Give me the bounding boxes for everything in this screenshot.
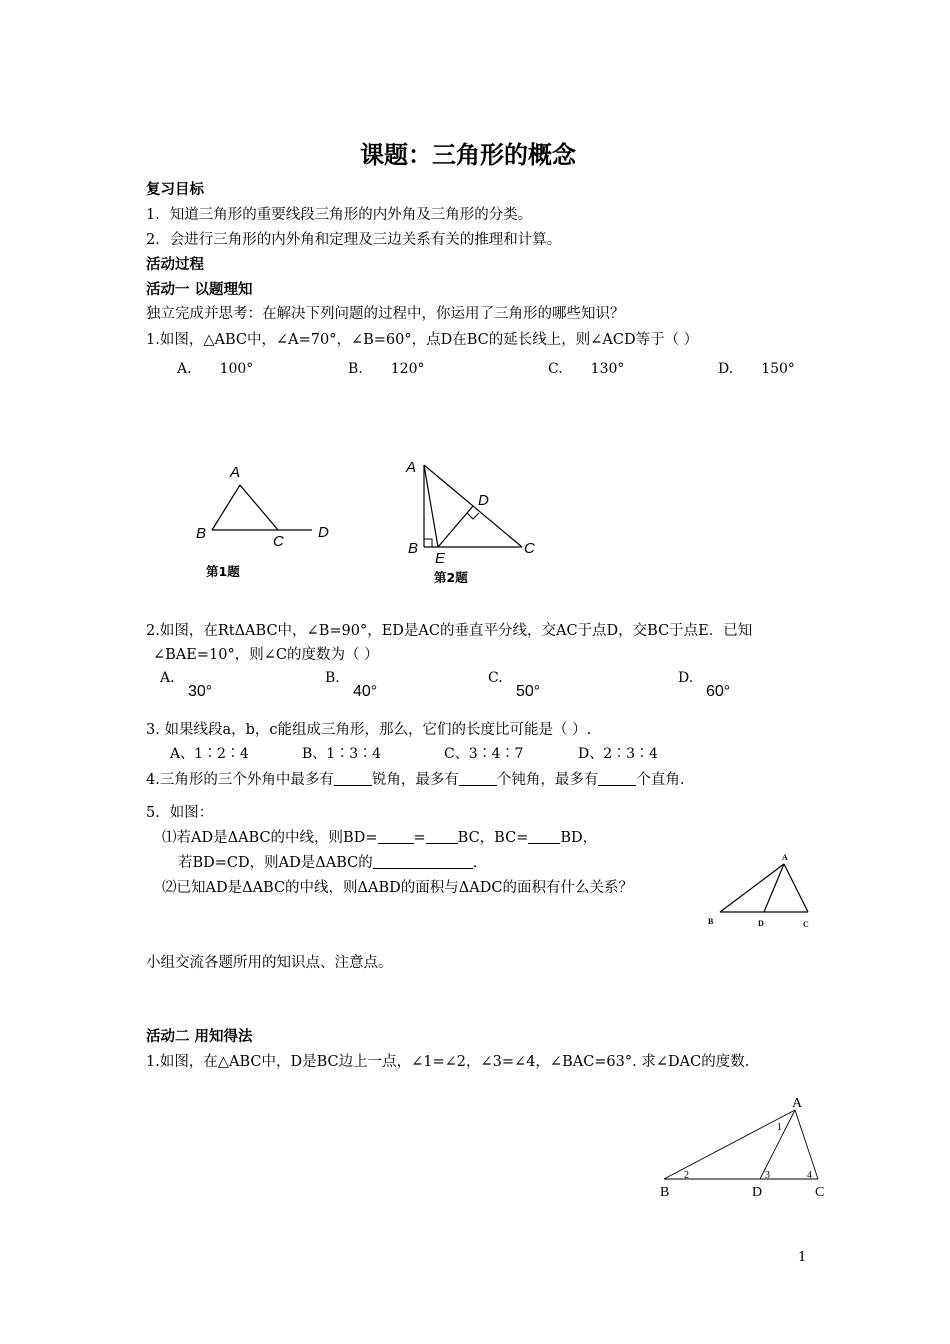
question-5-sub-1: ⑴若AD是ΔABC的中线，则BD= = BC，BC= BD， xyxy=(162,830,598,846)
q1-option-d: D. 150° xyxy=(718,361,795,377)
fig2-label-a: A xyxy=(406,459,417,476)
fig2-label-b: B xyxy=(408,540,419,557)
q2-option-a-value: 30° xyxy=(188,683,213,700)
fig2-caption: 第2题 xyxy=(434,570,468,585)
fig-a2-label-c: C xyxy=(815,1185,825,1200)
q2-option-c-value: 50° xyxy=(516,683,541,700)
fig-a2-label-b: B xyxy=(660,1185,670,1200)
fig5-label-d: D xyxy=(758,919,764,928)
page-title: 课题：三角形的概念 xyxy=(360,141,576,169)
fig-a2-angle-1: 1 xyxy=(777,1122,782,1133)
process-heading: 活动过程 xyxy=(146,257,204,273)
fig-a2-angle-4: 4 xyxy=(807,1170,812,1181)
fig2-label-e: E xyxy=(435,550,446,567)
figure-q5-triangle xyxy=(700,850,820,935)
question-4-text: 4.三角形的三个外角中最多有 锐角，最多有 个钝角，最多有 个直角. xyxy=(146,772,685,788)
question-3-text: 3. 如果线段a，b，c能组成三角形，那么，它们的长度比可能是（ ）. xyxy=(146,722,592,738)
fig5-label-c: C xyxy=(803,920,809,929)
fig-a2-angle-3: 3 xyxy=(765,1170,770,1181)
q4-blank-1[interactable] xyxy=(334,771,372,786)
fig-a2-label-d: D xyxy=(752,1185,763,1200)
activity1-summary: 小组交流各题所用的知识点、注意点。 xyxy=(146,955,393,971)
fig1-label-d: D xyxy=(318,524,329,541)
question-2-line-2: ∠BAE=10°，则∠C的度数为（ ） xyxy=(153,647,379,663)
fig2-label-d: D xyxy=(478,492,489,509)
q1-option-a: A. 100° xyxy=(177,361,254,377)
review-item-2: 2．会进行三角形的内外角和定理及三边关系有关的推理和计算。 xyxy=(146,232,562,248)
q5-blank-4[interactable] xyxy=(373,854,473,869)
q1-option-c: C. 130° xyxy=(548,361,625,377)
q2-option-b-value: 40° xyxy=(353,683,378,700)
fig1-label-c: C xyxy=(273,533,284,550)
fig5-label-b: B xyxy=(708,917,714,926)
q4-blank-2[interactable] xyxy=(459,771,497,786)
fig1-label-b: B xyxy=(196,525,207,542)
q5-blank-2[interactable] xyxy=(426,829,458,844)
q2-option-c-letter: C. xyxy=(488,670,503,686)
activity2-heading: 活动二 用知得法 xyxy=(146,1029,253,1045)
fig2-label-c: C xyxy=(524,540,535,557)
review-item-1: 1．知道三角形的重要线段三角形的内外角及三角形的分类。 xyxy=(146,207,533,223)
q5-blank-3[interactable] xyxy=(528,829,560,844)
q3-option-a: A、1∶2∶4 xyxy=(170,746,249,762)
q1-option-b: B. 120° xyxy=(348,361,425,377)
activity1-intro: 独立完成并思考：在解决下列问题的过程中，你运用了三角形的哪些知识？ xyxy=(146,306,625,322)
fig-a2-angle-2: 2 xyxy=(684,1170,689,1181)
question-5-sub-1b: 若BD=CD，则AD是ΔABC的 . xyxy=(178,855,478,871)
q2-option-d-value: 60° xyxy=(706,683,731,700)
q3-option-c: C、3∶4∶7 xyxy=(444,746,524,762)
q5-blank-1[interactable] xyxy=(378,829,414,844)
q3-option-b: B、1∶3∶4 xyxy=(302,746,382,762)
review-heading: 复习目标 xyxy=(146,182,204,198)
activity1-heading: 活动一 以题理知 xyxy=(146,282,253,298)
q2-option-b-letter: B. xyxy=(325,670,340,686)
page-number: 1 xyxy=(798,1250,807,1265)
q4-blank-3[interactable] xyxy=(598,771,636,786)
figure-1-triangle xyxy=(190,455,350,585)
question-5-title: 5．如图： xyxy=(146,805,214,821)
question-2-line-1: 2.如图，在RtΔABC中，∠B=90°，ED是AC的垂直平分线，交AC于点D，交BC于点E．已知 xyxy=(146,623,753,639)
fig-a2-label-a: A xyxy=(792,1096,803,1111)
fig5-label-a: A xyxy=(782,853,788,862)
fig1-label-a: A xyxy=(230,464,241,481)
q2-option-a-letter: A. xyxy=(160,670,175,686)
activity2-question-1: 1.如图，在△ABC中，D是BC边上一点，∠1=∠2，∠3=∠4，∠BAC=63°. 求∠DAC的度数. xyxy=(146,1054,750,1070)
q3-option-d: D、2∶3∶4 xyxy=(578,746,658,762)
question-1-text: 1.如图，△ABC中，∠A=70°，∠B=60°，点D在BC的延长线上，则∠ACD等于（ ） xyxy=(146,332,699,348)
figure-activity2-triangle xyxy=(650,1090,840,1205)
question-5-sub-2: ⑵已知AD是ΔABC的中线，则ΔABD的面积与ΔADC的面积有什么关系？ xyxy=(162,880,633,896)
q2-option-d-letter: D. xyxy=(678,670,694,686)
fig1-caption: 第1题 xyxy=(206,564,240,579)
figure-2-triangle xyxy=(398,455,548,590)
